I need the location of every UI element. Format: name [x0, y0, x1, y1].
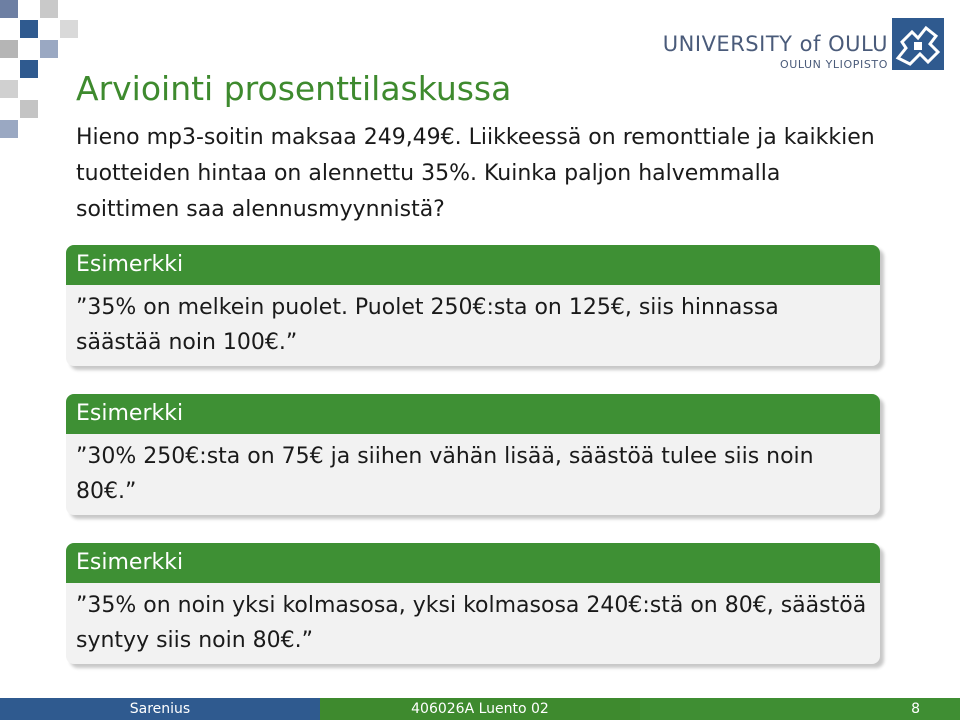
example-block-text: ”30% 250€:sta on 75€ ja siihen vähän lisää, säästöä tulee siis noin 80€.” [76, 444, 814, 504]
slide-title: Arviointi prosenttilaskussa [76, 69, 512, 108]
footer-course: 406026A Luento 02 [320, 698, 640, 720]
corner-decoration [0, 0, 80, 140]
example-block-1 [66, 245, 880, 366]
university-name: UNIVERSITY of OULU [662, 32, 888, 56]
footer-page-number: 8 [640, 698, 960, 720]
university-subtitle: OULUN YLIOPISTO [779, 58, 888, 71]
example-block-2 [66, 394, 880, 515]
university-crest-icon [892, 18, 944, 70]
example-block-text: ”35% on melkein puolet. Puolet 250€:sta on 125€, siis hinnassa säästää noin 100€.” [76, 295, 779, 355]
university-logo [656, 32, 888, 71]
slide-footer [0, 698, 960, 720]
example-block-heading: Esimerkki [66, 245, 880, 285]
example-block-heading: Esimerkki [66, 394, 880, 434]
example-block-text: ”35% on noin yksi kolmasosa, yksi kolmasosa 240€:stä on 80€, säästöä syntyy siis noin 80€.” [76, 593, 867, 653]
footer-author: Sarenius [0, 698, 320, 720]
intro-paragraph: Hieno mp3-soitin maksaa 249,49€. Liikkeessä on remonttiale ja kaikkien tuotteiden hintaa on alennettu 35%. Kuinka paljon halvemmalla soittimen saa alennusmyynnistä? [76, 125, 875, 222]
example-block-3 [66, 543, 880, 664]
example-block-heading: Esimerkki [66, 543, 880, 583]
